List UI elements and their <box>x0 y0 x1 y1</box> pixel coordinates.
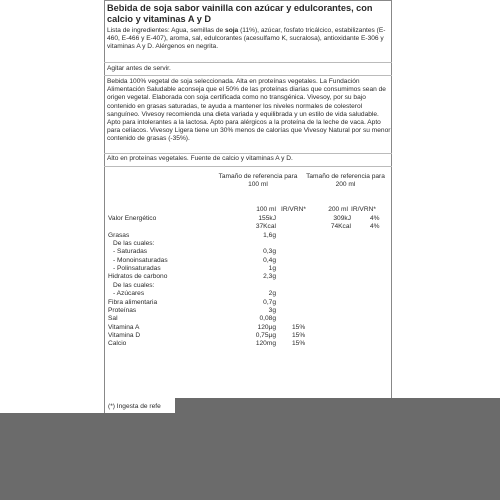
row-value-100ml: 155kJ <box>258 215 276 222</box>
row-label: - Azúcares <box>113 290 145 298</box>
ingredients-list <box>107 27 392 52</box>
row-value-100ml: 3g <box>268 306 276 314</box>
row-label: - Saturadas <box>113 248 148 256</box>
gray-background-band <box>0 413 500 500</box>
row-label: Valor Energético <box>108 215 157 222</box>
row-value-100ml: 0,75µg <box>255 331 276 339</box>
row-label: De las cuales: <box>113 281 155 289</box>
table-header-100ml: Tamaño de referencia para 100 ml <box>218 173 298 189</box>
row-value-100ml: 0,4g <box>263 256 276 264</box>
row-value-100ml: 0,08g <box>259 315 276 323</box>
subheader-200ml: 200 ml <box>328 206 348 213</box>
row-value-100ml: 2g <box>268 290 276 298</box>
subheader-ir-1: IR/VRN* <box>281 206 306 213</box>
row-label: Proteínas <box>108 306 137 314</box>
ingredients-text-start: Lista de ingredientes: Agua, semillas de <box>107 27 226 34</box>
table-header-200ml: Tamaño de referencia para 200 ml <box>306 173 385 189</box>
row-label: De las cuales: <box>113 240 155 248</box>
row-value-100ml: 37Kcal <box>255 223 276 231</box>
nutrition-claims: Alto en proteínas vegetales. Fuente de calcio y vitaminas A y D. <box>107 155 293 162</box>
row-ir-100ml: 15% <box>292 323 306 331</box>
row-value-200ml: 74Kcal <box>330 223 351 231</box>
gray-background-band <box>175 398 500 418</box>
row-label: Fibra alimentaria <box>108 298 158 306</box>
row-label: Sal <box>108 315 118 323</box>
product-description: Bebida 100% vegetal de soja seleccionada. Alta en proteínas vegetales. La Fundación Alimentación Saludable aconseja que el 50% de las proteínas diarias que consumimos sean de origen vegetal. Elaborada con soja certificada como no transgénica. Vivesoy, por su bajo contenido en grasas saturadas, te ayuda a mantener los niveles normales de colesterol sanguíneo. Vivesoy recomienda una dieta variada y equilibrada y un estilo de vida saludable. Apto para intolerantes a la lactosa. Apto para alérgicos a la proteína de la leche de vaca. Apto para celíacos. Vivesoy Ligera tiene un 30% menos de calorías que Vivesoy Natural por su menor contenido de grasas (-35%). <box>107 78 391 143</box>
row-label: Grasas <box>108 231 130 239</box>
product-title: Bebida de soja sabor vainilla con azúcar y edulcorantes, con calcio y vitaminas A y D <box>107 3 373 24</box>
divider <box>104 166 392 167</box>
divider <box>104 153 392 154</box>
allergen-soja: soja <box>225 27 239 34</box>
row-ir-200ml: 4% <box>370 215 380 222</box>
storage-instructions: Agitar antes de servir. <box>107 65 171 72</box>
row-label: Vitamina D <box>108 331 141 339</box>
row-ir-100ml: 15% <box>292 331 306 339</box>
subheader-100ml: 100 ml <box>256 206 276 213</box>
row-label: Vitamina A <box>108 323 140 331</box>
row-value-100ml: 1,6g <box>263 231 276 239</box>
ingredients-text-end: (11%), azúcar, fosfato tricálcico, estabilizantes (E-460, E-466 y E-407), aroma, sal, edulcorantes (acesulfamo K, sucralosa), antioxidante E-306 y vitaminas A y D. Alérgenos en negrita. <box>107 27 386 51</box>
row-label: - Monoinsaturadas <box>113 256 168 264</box>
row-value-100ml: 0,3g <box>263 248 276 256</box>
row-value-100ml: 120mg <box>255 340 276 348</box>
row-ir-200ml: 4% <box>370 223 380 231</box>
divider <box>104 62 392 63</box>
row-value-200ml: 309kJ <box>333 215 351 222</box>
footnote: (*) Ingesta de refe <box>108 403 161 410</box>
row-value-100ml: 0,7g <box>263 298 276 306</box>
row-value-100ml: 120µg <box>257 323 276 331</box>
row-value-100ml: 1g <box>268 265 276 273</box>
row-value-100ml: 2,3g <box>263 273 276 281</box>
row-ir-100ml: 15% <box>292 340 306 348</box>
subheader-ir-2: IR/VRN* <box>351 206 376 213</box>
row-label: Hidratos de carbono <box>108 273 168 281</box>
divider <box>104 75 392 76</box>
row-label: Calcio <box>108 340 127 348</box>
row-label: - Polinsaturadas <box>113 265 161 273</box>
